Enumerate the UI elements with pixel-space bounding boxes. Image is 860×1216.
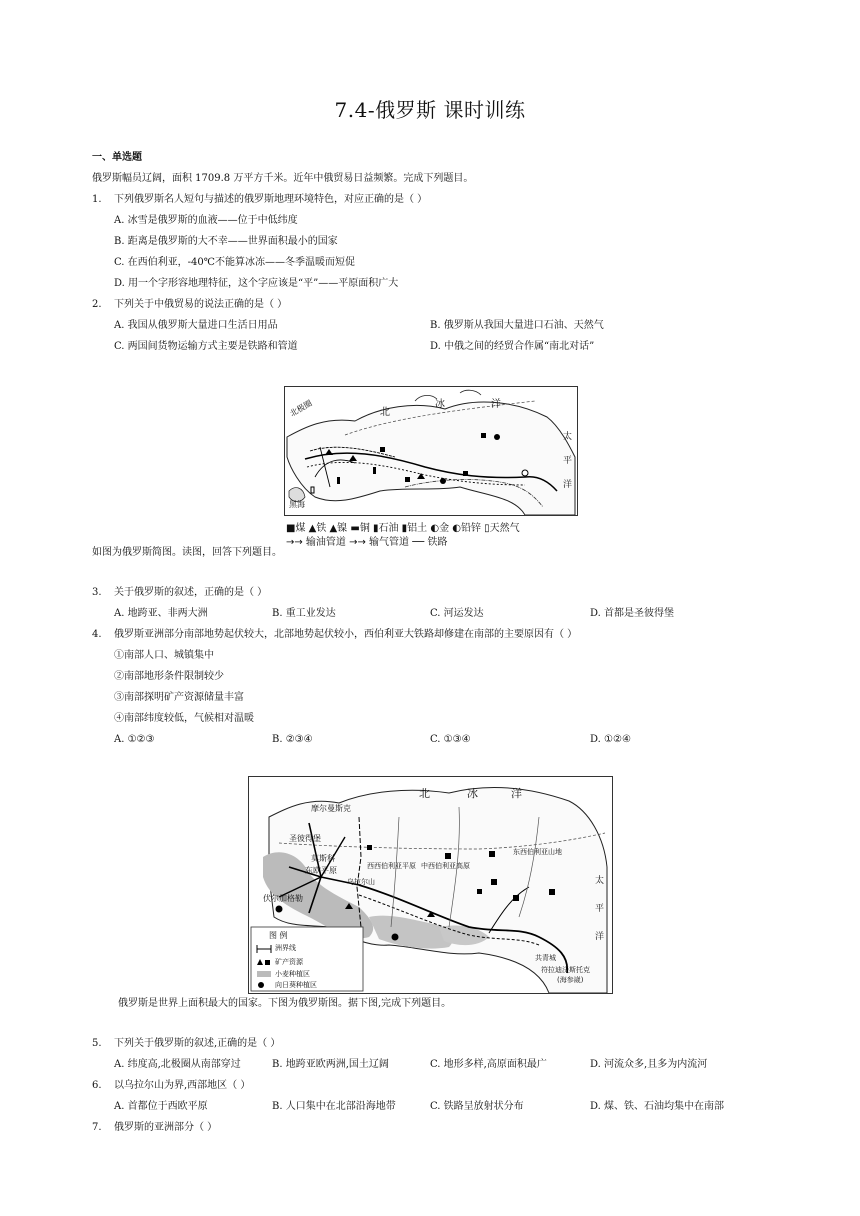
russia-agriculture-map-drawing (249, 777, 612, 993)
q4-option-d: D. ①②④ (590, 734, 631, 745)
q4-option-c: C. ①③④ (430, 734, 471, 745)
map1-label-bei: 北 (380, 407, 390, 418)
russia-resource-map (284, 386, 578, 516)
q2-option-d: D. 中俄之间的经贸合作属“南北对话” (430, 341, 595, 352)
map2-label-east-siberian-mountains: 东西伯利亚山地 (513, 848, 562, 856)
map2-label-tai: 太 (595, 876, 605, 886)
page-title: 7.4-俄罗斯 课时训练 (334, 98, 526, 122)
q2-option-c: C. 两国间货物运输方式主要是铁路和管道 (114, 341, 298, 352)
map2-label-moscow: 莫斯科 (311, 854, 335, 863)
section-heading: 一、单选题 (92, 152, 142, 163)
map2-legend-wheat: 小麦种植区 (275, 970, 310, 978)
map2-label-murmansk: 摩尔曼斯克 (311, 804, 351, 813)
map2-label-bing: 冰 (467, 787, 478, 800)
map2-legend-sunflower: 向日葵种植区 (275, 981, 317, 989)
q5-option-a: A. 纬度高,北极圈从南部穿过 (114, 1059, 241, 1070)
map1-label-arctic-circle: 北极圈 (288, 398, 314, 419)
q2-stem: 下列关于中俄贸易的说法正确的是（ ） (114, 299, 288, 310)
q2-option-a: A. 我国从俄罗斯大量进口生活日用品 (114, 320, 278, 331)
map2-label-volgograd: 伏尔加格勒 (263, 894, 303, 903)
russia-agriculture-map (248, 776, 613, 994)
intro-text-2: 如图为俄罗斯简图。读图，回答下列题目。 (92, 547, 282, 558)
q1-stem: 下列俄罗斯名人短句与描述的俄罗斯地理环境特色，对应正确的是（ ） (114, 194, 428, 205)
map2-label-komsomolsk: 共青城 (535, 954, 556, 962)
q1-option-b: B. 距离是俄罗斯的大不幸——世界面积最小的国家 (114, 236, 338, 247)
q7-number: 7. (92, 1122, 102, 1133)
intro-text-1: 俄罗斯幅员辽阔，面积 1709.8 万平方千米。近年中俄贸易日益频繁。完成下列题目。 (92, 173, 474, 184)
map2-label-yang: 洋 (511, 787, 522, 800)
map1-label-bing: 冰 (435, 399, 445, 410)
map2-label-ural-mountains: 乌拉尔山 (347, 878, 375, 886)
map1-label-ping: 平 (563, 456, 573, 466)
map2-label-central-siberian-plateau: 中西伯利亚高原 (421, 862, 470, 870)
q4-item-4: ④南部纬度较低，气候相对温暖 (114, 713, 254, 724)
q1-option-d: D. 用一个字形容地理特征，这个字应该是“平”——平原面积广大 (114, 278, 399, 289)
map2-legend-title: 图 例 (269, 931, 288, 940)
map2-label-st-petersburg: 圣彼得堡 (289, 834, 321, 843)
q6-option-d: D. 煤、铁、石油均集中在南部 (590, 1101, 725, 1112)
map1-label-yang: 洋 (491, 399, 501, 410)
map2-label-west-siberian-plain: 西西伯利亚平原 (367, 862, 416, 870)
map1-label-black-sea: 黑海 (289, 500, 305, 509)
map2-label-ping: 平 (595, 904, 605, 914)
map1-label-pacific-yang: 洋 (563, 480, 573, 490)
q3-option-d: D. 首都是圣彼得堡 (590, 608, 675, 619)
q5-number: 5. (92, 1038, 102, 1049)
q4-stem: 俄罗斯亚洲部分南部地势起伏较大，北部地势起伏较小，西伯利亚大铁路却修建在南部的主要原因有（ ） (114, 629, 578, 640)
q3-option-c: C. 河运发达 (430, 608, 484, 619)
q5-stem: 下列关于俄罗斯的叙述,正确的是（ ） (114, 1038, 281, 1049)
q3-stem: 关于俄罗斯的叙述，正确的是（ ） (114, 587, 268, 598)
q1-option-a: A. 冰雪是俄罗斯的血液——位于中低纬度 (114, 215, 298, 226)
map1-label-tai: 太 (563, 432, 573, 442)
q4-item-3: ③南部探明矿产资源储量丰富 (114, 692, 244, 703)
q7-stem: 俄罗斯的亚洲部分（ ） (114, 1122, 218, 1133)
q2-option-b: B. 俄罗斯从我国大量进口石油、天然气 (430, 320, 604, 331)
map1-legend-row-2: →→ 输油管道 →→ 输气管道 ── 铁路 (286, 537, 448, 548)
map2-legend-boundary: 洲界线 (275, 944, 296, 952)
q5-option-b: B. 地跨亚欧两洲,国土辽阔 (272, 1059, 389, 1070)
q2-number: 2. (92, 299, 102, 310)
q6-stem: 以乌拉尔山为界,西部地区（ ） (114, 1080, 251, 1091)
q4-number: 4. (92, 629, 102, 640)
q3-number: 3. (92, 587, 102, 598)
map2-label-haishenwai: (海参崴) (557, 976, 584, 984)
q6-option-a: A. 首都位于西欧平原 (114, 1101, 208, 1112)
q6-option-b: B. 人口集中在北部沿海地带 (272, 1101, 396, 1112)
map2-label-bei: 北 (419, 787, 430, 800)
q1-option-c: C. 在西伯利亚，-40℃不能算冰冻——冬季温暖而短促 (114, 257, 355, 268)
q6-option-c: C. 铁路呈放射状分布 (430, 1101, 524, 1112)
q4-option-b: B. ②③④ (272, 734, 313, 745)
russia-resource-map-drawing (285, 387, 577, 515)
q4-item-2: ②南部地形条件限制较少 (114, 671, 224, 682)
q5-option-d: D. 河流众多,且多为内流河 (590, 1059, 708, 1070)
intro-text-3: 俄罗斯是世界上面积最大的国家。下图为俄罗斯图。据下图,完成下列题目。 (118, 998, 452, 1009)
q6-number: 6. (92, 1080, 102, 1091)
q3-option-a: A. 地跨亚、非两大洲 (114, 608, 208, 619)
map2-label-east-european-plain: 东欧平原 (305, 866, 337, 875)
q4-item-1: ①南部人口、城镇集中 (114, 650, 214, 661)
map1-legend-row-1: ■煤 ▲铁 ▲镍 ▬铜 ▮石油 ▮铝土 ◐金 ◐铅锌 ▯天然气 (286, 523, 520, 534)
map2-label-vladivostok: 符拉迪沃斯托克 (541, 966, 590, 974)
map2-label-pacific-yang: 洋 (595, 932, 605, 942)
q5-option-c: C. 地形多样,高原面积最广 (430, 1059, 547, 1070)
q1-number: 1. (92, 194, 102, 205)
map2-legend-minerals: 矿产资源 (275, 958, 303, 966)
q3-option-b: B. 重工业发达 (272, 608, 336, 619)
q4-option-a: A. ①②③ (114, 734, 155, 745)
